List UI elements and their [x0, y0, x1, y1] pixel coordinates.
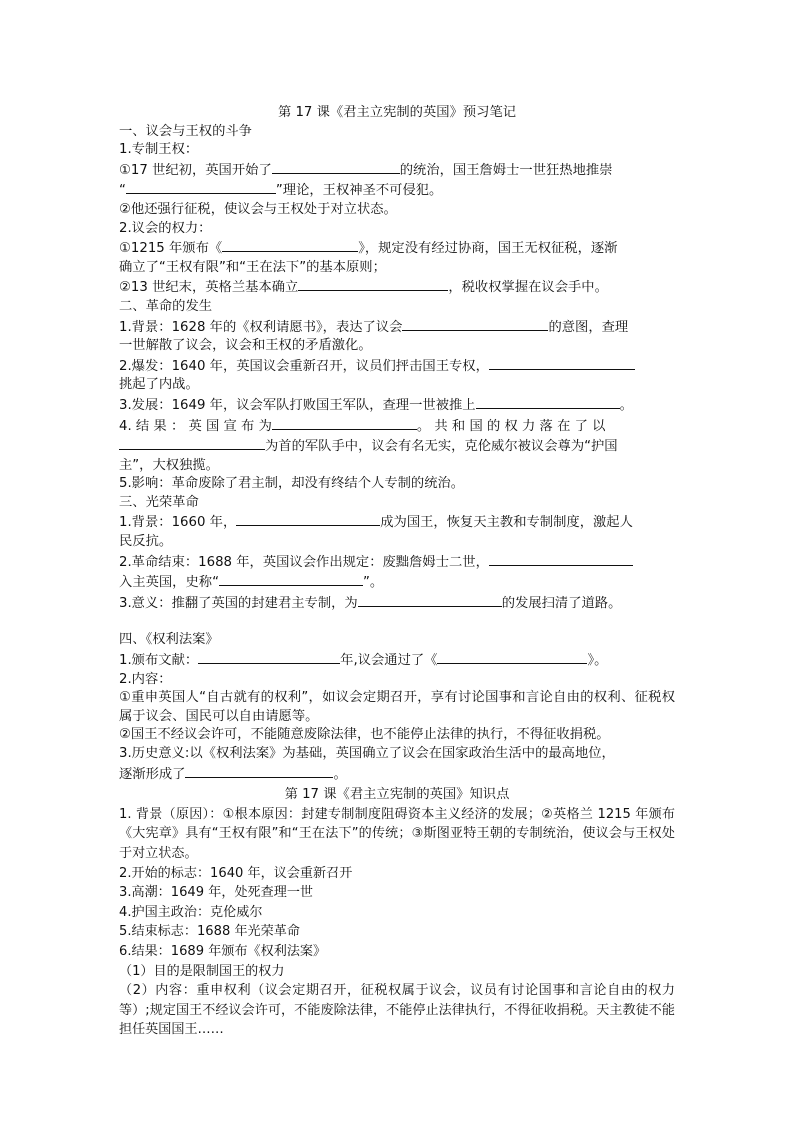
text-line: 3.历史意义:以《权利法案》为基础，英国确立了议会在国家政治生活中的最高地位，	[119, 746, 615, 761]
section-heading: 二、革命的发生	[119, 298, 213, 314]
subheading: 2.议会的权力：	[119, 220, 212, 236]
blank-field[interactable]	[272, 160, 400, 174]
blank-field[interactable]	[119, 436, 265, 450]
fill-line: 3.意义：推翻了英国的封建君主专制，为 的发展扫清了道路。	[119, 593, 675, 614]
blank-field[interactable]	[222, 238, 358, 252]
knowledge-line: 4.护国主政治：克伦威尔	[119, 904, 263, 920]
text-line: 一世解散了议会，议会和王权的矛盾激化。	[119, 338, 372, 354]
blank-field[interactable]	[476, 395, 620, 409]
page-title: 第 17 课《君主立宪制的英国》预习笔记	[277, 105, 517, 120]
knowledge-paragraph: 1. 背景（原因）：①根本原因：封建专制制度阻碍资本主义经济的发展；②英格兰 1215 年颁布《大宪章》具有“王权有限”和“王在法下”的传统；③斯图亚特王朝的专制统治，使议会与王权处于对立状态。	[119, 806, 675, 861]
knowledge-line: 2.开始的标志：1640 年，议会重新召开	[119, 865, 353, 881]
fill-line: 1.背景：1660 年， 成为国王，恢复天主教和专制制度，激起人	[119, 512, 675, 533]
subheading: 1.专制王权：	[119, 142, 199, 158]
fill-line: “ ”理论，王权神圣不可侵犯。	[119, 180, 675, 201]
knowledge-line: （1）目的是限制国王的权力	[119, 963, 285, 979]
knowledge-section	[119, 805, 675, 1040]
text-paragraph: ①重申英国人“自古就有的权利”，如议会定期召开，享有讨论国事和言论自由的权利、征税权属于议会、国民可以自由请愿等。	[119, 690, 675, 724]
section-heading: 一、议会与王权的斗争	[119, 123, 252, 139]
blank-field[interactable]	[402, 317, 548, 331]
fill-line: 2.革命结束：1688 年，英国议会作出规定：废黜詹姆士二世，	[119, 552, 675, 573]
blank-field[interactable]	[185, 764, 333, 778]
blank-field[interactable]	[489, 356, 635, 370]
fill-line: ①17 世纪初，英国开始了 的统治，国王詹姆士一世狂热地推崇	[119, 160, 675, 181]
fill-line: 1.背景：1628 年的《权利请愿书》，表达了议会 的意图，查理	[119, 317, 675, 338]
blank-field[interactable]	[358, 593, 502, 607]
fill-line: ①1215 年颁布《 》，规定没有经过协商，国王无权征税，逐渐	[119, 238, 675, 259]
blank-field[interactable]	[489, 552, 633, 566]
fill-line: 为首的军队手中，议会有名无实，克伦威尔被议会尊为“护国	[119, 436, 675, 457]
blank-field[interactable]	[126, 180, 276, 194]
text-line: 挑起了内战。	[119, 377, 199, 393]
knowledge-line: 5.结束标志：1688 年光荣革命	[119, 924, 300, 940]
section-heading: 四、《权利法案》	[119, 632, 219, 648]
text-line: 5.影响：革命废除了君主制，却没有终结个人专制的统治。	[119, 476, 465, 492]
fill-line: 4. 结 果 ： 英 国 宣 布 为 。 共 和 国 的 权 力 落 在 了 以	[119, 416, 675, 437]
fill-line: ②13 世纪末，英格兰基本确立 ，税收权掌握在议会手中。	[119, 277, 675, 298]
knowledge-paragraph: （2）内容：重申权利（议会定期召开，征税权属于议会，议员有讨论国事和言论自由的权力等）;规定国王不经议会许可，不能废除法律，不能停止法律执行，不得征收捐税。天主教徒不能担任英国国王……	[119, 983, 675, 1038]
fill-line: 3.发展：1649 年，议会军队打败国王军队，查理一世被推上 。	[119, 395, 675, 416]
knowledge-line: 6.结果：1689 年颁布《权利法案》	[119, 943, 327, 959]
blank-field[interactable]	[198, 650, 340, 664]
text-line: ②国王不经议会许可，不能随意废除法律，也不能停止法律的执行，不得征收捐税。	[119, 727, 610, 743]
blank-field[interactable]	[219, 572, 363, 586]
fill-line: 逐渐形成了 。	[119, 764, 675, 785]
text-line: ②他还强行征税，使议会与王权处于对立状态。	[119, 201, 397, 217]
section-heading: 三、光荣革命	[119, 494, 199, 510]
blank-field[interactable]	[437, 650, 587, 664]
text-line: 确立了“王权有限”和“王在法下”的基本原则；	[119, 259, 386, 275]
text-line: 民反抗。	[119, 534, 173, 550]
knowledge-line: 3.高潮：1649 年，处死查理一世	[119, 885, 314, 901]
fill-line: 入主英国，史称“ ”。	[119, 572, 675, 593]
blank-field[interactable]	[272, 416, 417, 430]
spacer	[119, 613, 675, 631]
fill-line: 1.颁布文献： 年,议会通过了《 》。	[119, 650, 675, 671]
blank-field[interactable]	[298, 277, 448, 291]
fill-line: 2.爆发：1640 年，英国议会重新召开，议员们抨击国王专权，	[119, 356, 675, 377]
knowledge-title: 第 17 课《君主立宪制的英国》知识点	[284, 787, 510, 803]
text-line: 主”，大权独揽。	[119, 457, 219, 473]
blank-field[interactable]	[236, 512, 380, 526]
text-line: 2.内容：	[119, 671, 172, 687]
document-page	[119, 104, 675, 1040]
